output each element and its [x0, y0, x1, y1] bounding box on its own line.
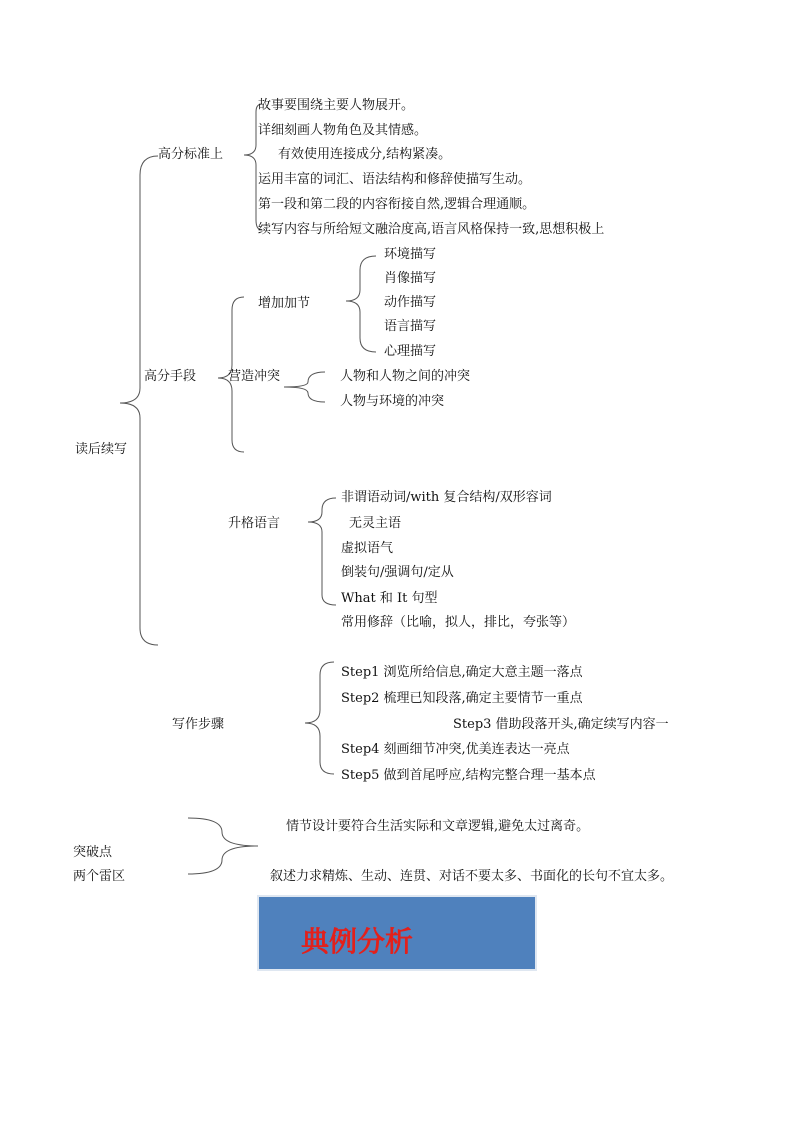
- conflict-item: 人物和人物之间的冲突: [340, 369, 471, 384]
- conflict-item: 人物与环境的冲突: [340, 394, 445, 409]
- high-standard-item: 详细刻画人物角色及其情感。: [258, 123, 428, 138]
- upgrade-language-item: 虚拟语气: [341, 541, 394, 556]
- add-detail-label: 增加加节: [258, 296, 311, 311]
- upgrade-language-item: 无灵主语: [349, 516, 402, 531]
- banner-title: 典例分析: [301, 925, 414, 958]
- upgrade-language-item: What 和 It 句型: [341, 591, 438, 606]
- high-standard-item: 有效使用连接成分,结构紧凑。: [278, 147, 452, 162]
- add-detail-item: 语言描写: [384, 319, 437, 334]
- high-standard-item: 第一段和第二段的内容衔接自然,逻辑合理通顺。: [258, 197, 536, 212]
- add-detail-item: 心理描写: [384, 344, 437, 359]
- bracket-add-detail: [346, 256, 376, 352]
- upgrade-language-label: 升格语言: [228, 516, 281, 531]
- upgrade-language-item: 非谓语动词/with 复合结构/双形容词: [341, 490, 552, 505]
- add-detail-item: 肖像描写: [384, 271, 437, 286]
- high-standard-item: 故事要围绕主要人物展开。: [258, 98, 415, 113]
- upgrade-language-item: 常用修辞（比喻，拟人，排比，夸张等）: [341, 615, 576, 630]
- upgrade-language-item: 倒装句/强调句/定从: [341, 565, 454, 580]
- writing-step-item: Step4 刻画细节冲突,优美连表达一亮点: [341, 742, 570, 757]
- high-means-label: 高分手段: [144, 369, 197, 384]
- root-label: 读后续写: [75, 442, 128, 457]
- writing-step-item: Step1 浏览所给信息,确定大意主题一落点: [341, 665, 583, 680]
- high-standard-item: 续写内容与所给短文融洽度高,语言风格保持一致,思想积极上: [258, 222, 605, 237]
- bracket-breakthrough: [188, 818, 258, 874]
- pitfall-item: 情节设计要符合生活实际和文章逻辑,避免太过离奇。: [286, 819, 590, 834]
- high-standard-label: 高分标准上: [158, 147, 224, 162]
- high-standard-item: 运用丰富的词汇、语法结构和修辞使描写生动。: [258, 172, 532, 187]
- bracket-writing-steps: [305, 662, 334, 774]
- bracket-conflict: [284, 372, 325, 402]
- writing-step-item: Step5 做到首尾呼应,结构完整合理一基本点: [341, 768, 596, 783]
- add-detail-item: 环境描写: [384, 247, 437, 262]
- pitfalls-label: 两个雷区: [73, 869, 126, 884]
- bracket-upgrade-language: [308, 498, 336, 605]
- add-detail-item: 动作描写: [384, 295, 437, 310]
- bracket-root: [120, 156, 158, 645]
- example-analysis-banner: [259, 897, 535, 969]
- pitfall-item: 叙述力求精炼、生动、连贯、对话不要太多、书面化的长句不宜太多。: [270, 869, 674, 884]
- writing-steps-label: 写作步骤: [172, 717, 225, 732]
- writing-step-item: Step2 梳理已知段落,确定主要情节一重点: [341, 691, 583, 706]
- breakthrough-label: 突破点: [73, 845, 113, 860]
- writing-step-item: Step3 借助段落开头,确定续写内容一: [453, 717, 669, 732]
- conflict-label: 营造冲突: [228, 369, 281, 384]
